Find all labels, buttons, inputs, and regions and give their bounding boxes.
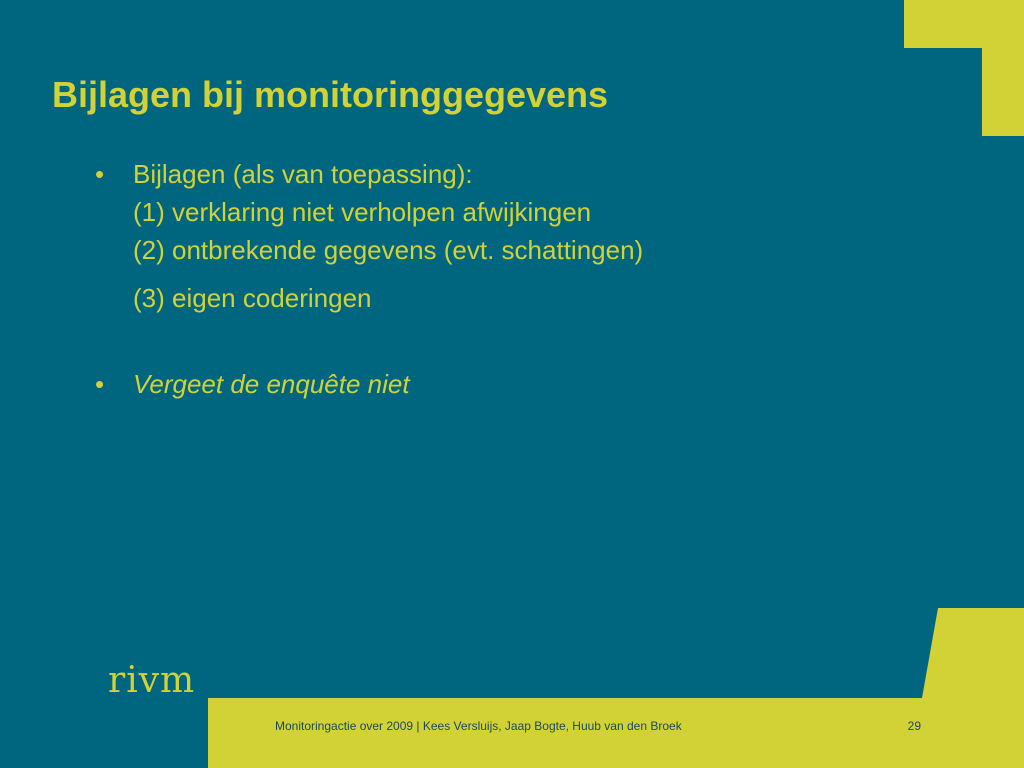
page-number: 29 [907, 719, 921, 733]
bullet-list [95, 155, 895, 403]
footer-text: Monitoringactie over 2009 | Kees Versluijs, Jaap Bogte, Huub van den Broek [275, 719, 682, 733]
bullet-line: Vergeet de enquête niet [133, 369, 410, 399]
bullet-line: (1) verklaring niet verholpen afwijkingen [133, 197, 592, 227]
bullet-line: (3) eigen coderingen [133, 283, 372, 313]
bullet-line: (2) ontbrekende gegevens (evt. schattingen) [133, 235, 644, 265]
rivm-logo: rivm [108, 660, 196, 701]
bullet-item [95, 155, 895, 317]
bullet-symbol: • [95, 159, 105, 189]
corner-decoration [904, 0, 1024, 136]
slide-title: Bijlagen bij monitoringgegevens [52, 74, 609, 115]
bullet-line: Bijlagen (als van toepassing): [133, 159, 473, 189]
bullet-symbol: • [95, 369, 105, 399]
bullet-item [95, 365, 895, 403]
